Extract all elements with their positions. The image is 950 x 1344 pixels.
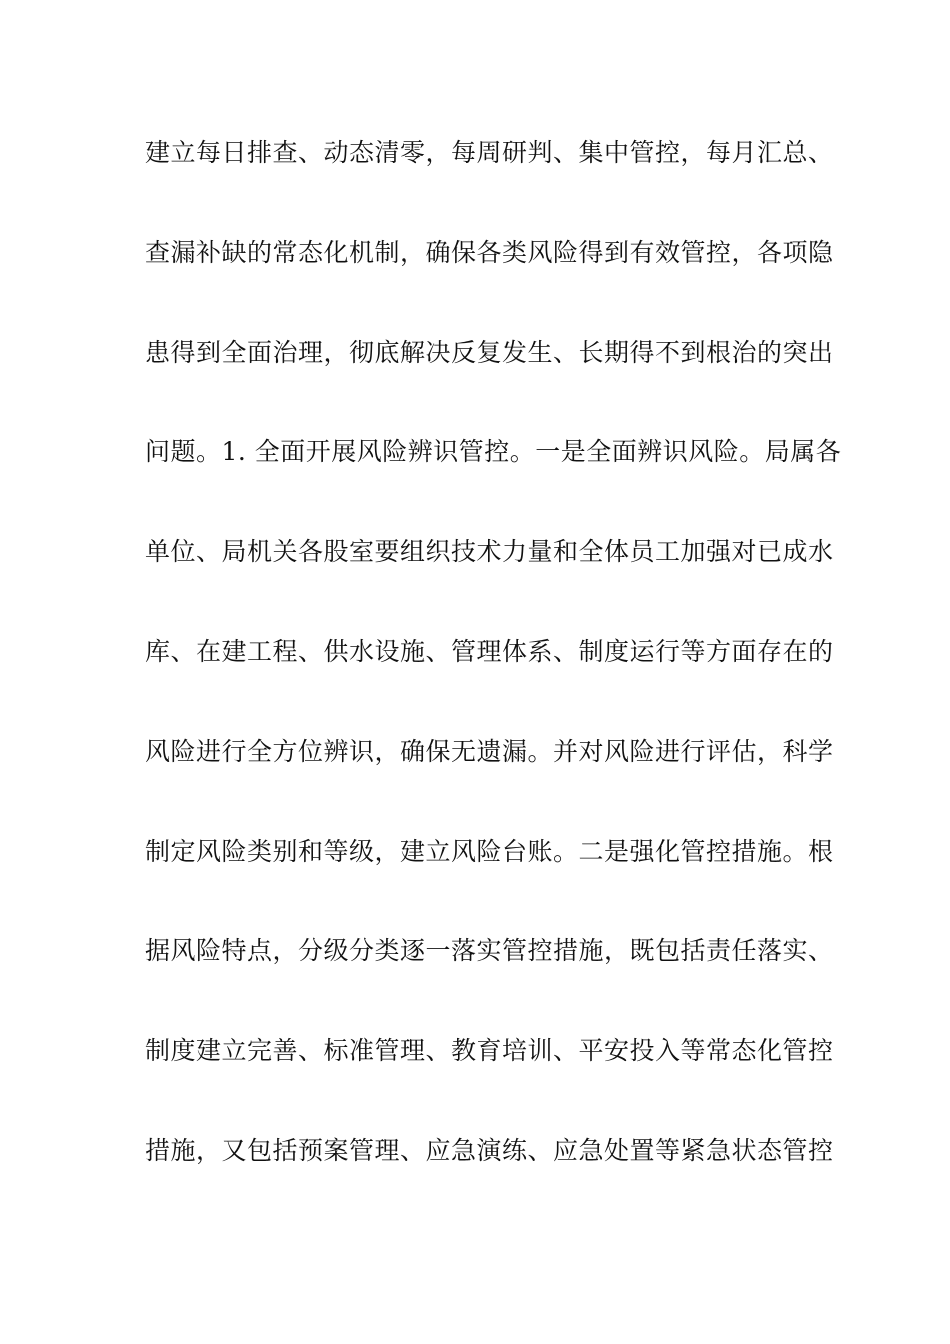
text-line: 制定风险类别和等级，建立风险台账。二是强化管控措施。根 xyxy=(145,836,834,866)
text-line: 制度建立完善、标准管理、教育培训、平安投入等常态化管控 xyxy=(145,1036,834,1066)
body-text xyxy=(145,129,842,1227)
text-line: 据风险特点，分级分类逐一落实管控措施，既包括责任落实、 xyxy=(145,936,834,966)
text-line: 风险进行全方位辨识，确保无遗漏。并对风险进行评估，科学 xyxy=(145,736,834,766)
text-line: 建立每日排查、动态清零，每周研判、集中管控，每月汇总、 xyxy=(145,138,834,167)
text-line: 患得到全面治理，彻底解决反复发生、长期得不到根治的突出 xyxy=(145,337,834,367)
text-line: 措施，又包括预案管理、应急演练、应急处置等紧急状态管控 xyxy=(145,1135,834,1165)
text-line: 查漏补缺的常态化机制，确保各类风险得到有效管控，各项隐 xyxy=(145,237,834,267)
text-line: 问题。1. 全面开展风险辨识管控。一是全面辨识风险。局属各 xyxy=(145,437,842,467)
text-line: 库、在建工程、供水设施、管理体系、制度运行等方面存在的 xyxy=(145,636,834,666)
text-line: 单位、局机关各股室要组织技术力量和全体员工加强对已成水 xyxy=(145,537,834,567)
